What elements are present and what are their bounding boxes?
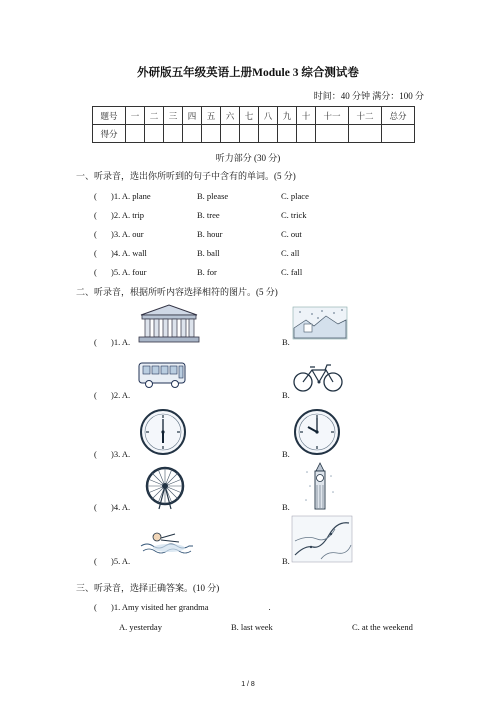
score-cell [316,125,349,143]
section1-heading: 一、听录音，选出你所听到的句子中含有的单词。(5 分) [76,171,296,181]
section2-heading: 二、听录音，根据所听内容选择相符的图片。(5 分) [76,287,278,297]
london-eye-icon [142,465,188,511]
score-header-cell: 五 [202,107,221,125]
question-option-a: )2. A. trip [111,210,145,220]
score-header-cell: 十 [297,107,316,125]
answer-paren[interactable]: ( [94,390,97,400]
clock-ten-icon [293,408,341,456]
score-header-cell: 三 [164,107,183,125]
question-option-a: )4. A. [111,502,131,512]
question-option-a: )5. A. [111,556,131,566]
page-title: 外研版五年级英语上册Module 3 综合测试卷 [137,67,359,79]
score-header-cell: 十一 [316,107,349,125]
option-c: C. out [281,229,302,239]
option-b: B. [282,337,290,347]
question-option-a: )4. A. wall [111,248,147,258]
option-c: C. place [281,191,309,201]
score-cell [349,125,382,143]
score-cell [278,125,297,143]
score-header-cell: 八 [259,107,278,125]
swimmer-icon [139,528,195,558]
listening-part-heading: 听力部分 (30 分) [215,153,281,163]
option-c: C. at the weekend [352,622,413,632]
option-b: B. please [197,191,229,201]
score-table-score-row [93,125,415,143]
museum-icon [137,303,201,343]
answer-paren[interactable]: ( [94,210,97,220]
score-header-cell: 七 [240,107,259,125]
score-cell [164,125,183,143]
score-cell [382,125,415,143]
option-a: A. yesterday [119,622,162,632]
snow-scene-icon [292,306,348,340]
score-header-cell: 题号 [93,107,126,125]
bus-icon [137,360,189,390]
option-b: B. for [197,267,217,277]
answer-paren[interactable]: ( [94,337,97,347]
option-b: B. last week [231,622,273,632]
option-c: C. all [281,248,300,258]
score-header-cell: 六 [221,107,240,125]
answer-paren[interactable]: ( [94,248,97,258]
answer-paren[interactable]: ( [94,602,97,612]
score-cell [145,125,164,143]
option-c: C. trick [281,210,307,220]
score-header-cell: 二 [145,107,164,125]
score-table-header-row [93,107,415,125]
answer-paren[interactable]: ( [94,449,97,459]
option-c: C. fall [281,267,303,277]
score-cell [202,125,221,143]
score-cell [259,125,278,143]
clock-six-icon [139,408,187,456]
question-stem: )1. Amy visited her grandma . [111,602,271,612]
section3-heading: 三、听录音，选择正确答案。(10 分) [76,583,220,593]
question-option-a: )1. A. plane [111,191,151,201]
option-b: B. [282,390,290,400]
score-header-cell: 一 [126,107,145,125]
score-cell [221,125,240,143]
answer-paren[interactable]: ( [94,229,97,239]
bicycle-icon [292,362,344,394]
map-icon [291,515,353,563]
option-b: B. hour [197,229,223,239]
answer-paren[interactable]: ( [94,267,97,277]
score-cell [240,125,259,143]
answer-paren[interactable]: ( [94,556,97,566]
score-header-cell: 十二 [349,107,382,125]
score-header-cell: 总分 [382,107,415,125]
option-b: B. ball [197,248,220,258]
question-option-a: )5. A. four [111,267,147,277]
score-cell [183,125,202,143]
question-option-a: )2. A. [111,390,131,400]
question-option-a: )3. A. [111,449,131,459]
score-table [92,106,415,143]
answer-paren[interactable]: ( [94,502,97,512]
option-b: B. [282,502,290,512]
time-info: 时间：40 分钟 满分：100 分 [313,91,424,101]
score-cell [297,125,316,143]
score-row-label: 得分 [93,125,126,143]
score-header-cell: 九 [278,107,297,125]
answer-paren[interactable]: ( [94,191,97,201]
score-cell [126,125,145,143]
big-ben-icon [302,462,338,512]
page-number: 1 / 8 [241,681,255,688]
option-b: B. tree [197,210,220,220]
question-option-a: )3. A. our [111,229,144,239]
option-b: B. [282,556,290,566]
option-b: B. [282,449,290,459]
score-header-cell: 四 [183,107,202,125]
question-option-a: )1. A. [111,337,131,347]
